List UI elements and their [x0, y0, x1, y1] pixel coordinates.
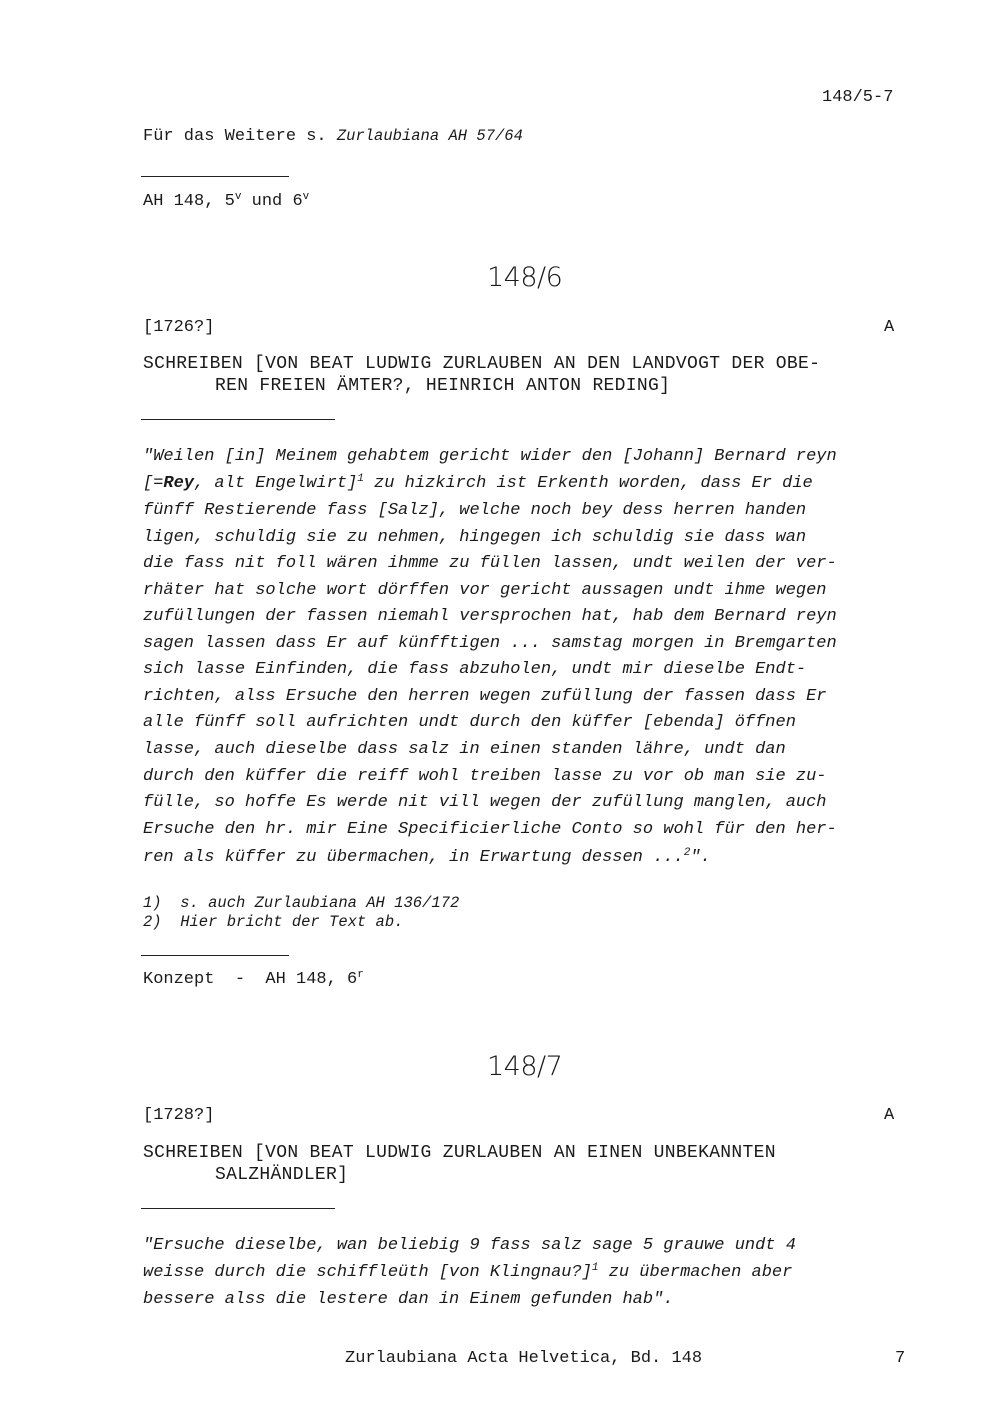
body-line: "Weilen [in] Meinem gehabtem gericht wider den [Johann] Bernard reyn [143, 447, 837, 466]
body-text: zu hizkirch ist Erkenth worden, dass Er die [363, 474, 813, 493]
source-sup: r [357, 969, 364, 981]
document-date: [1726?] [143, 318, 215, 337]
footnote: 1) s. auch Zurlaubiana AH 136/172 [143, 894, 460, 912]
document-title-line: SCHREIBEN [VON BEAT LUDWIG ZURLAUBEN AN EINEN UNBEKANNTEN [143, 1143, 776, 1163]
footnote-marker: 1 [591, 1262, 599, 1274]
page-reference: 148/5-7 [822, 88, 894, 107]
intro-line [143, 127, 523, 146]
source-sup: v [302, 191, 310, 203]
body-text: [= [143, 474, 164, 493]
body-line: fünff Restierende fass [Salz], welche noch bey dess herren handen [143, 501, 807, 520]
body-line: die fass nit foll wären ihmme zu füllen lassen, undt weilen der ver- [143, 554, 837, 573]
document-title-line: SCHREIBEN [VON BEAT LUDWIG ZURLAUBEN AN DEN LANDVOGT DER OBE- [143, 354, 821, 374]
body-text: ren als küffer zu übermachen, in Erwartung dessen ... [143, 848, 684, 867]
body-text: weisse durch die schiffleüth [von Klingnau?] [143, 1263, 592, 1282]
footnote-marker: 2 [683, 847, 691, 859]
source-line-6 [143, 970, 364, 989]
document-date: [1728?] [143, 1106, 215, 1125]
body-line: sich lasse Einfinden, die fass abzuholen, undt mir dieselbe Endt- [143, 660, 807, 679]
body-line: sagen lassen dass Er auf künfftigen ... samstag morgen in Bremgarten [143, 634, 837, 653]
body-line [143, 474, 813, 493]
page-number: 7 [895, 1349, 906, 1368]
footnote-marker: 1 [357, 473, 364, 485]
separator-rule [141, 955, 289, 956]
separator-rule [141, 176, 289, 177]
body-line: richten, alss Ersuche den herren wegen zufüllung der fassen dass Er [143, 687, 827, 706]
footer-title: Zurlaubiana Acta Helvetica, Bd. 148 [345, 1349, 703, 1368]
intro-prefix: Für das Weitere s. [143, 127, 337, 146]
body-text: zu übermachen aber [598, 1263, 793, 1282]
body-bold-name: Rey [163, 474, 195, 493]
body-line: fülle, so hoffe Es werde nit vill wegen der zufüllung manglen, auch [143, 793, 827, 812]
body-line: ligen, schuldig sie zu nehmen, hingegen ich schuldig sie dass wan [143, 528, 807, 547]
source-mid: und 6 [241, 192, 303, 211]
document-title-line: REN FREIEN ÄMTER?, HEINRICH ANTON REDING] [215, 376, 671, 396]
document-title-line: SALZHÄNDLER] [215, 1165, 349, 1185]
document-number-148-7: 148/7 [487, 1051, 563, 1082]
body-line [143, 1263, 792, 1282]
document-number-148-6: 148/6 [487, 262, 563, 293]
body-line: durch den küffer die reiff wohl treiben lasse zu vor ob man sie zu- [143, 767, 827, 786]
body-line: lasse, auch dieselbe dass salz in einen standen lähre, undt dan [143, 740, 786, 759]
source-line-5-6 [143, 192, 309, 211]
body-text: ". [690, 848, 711, 867]
separator-rule [141, 419, 335, 420]
body-line: "Ersuche dieselbe, wan beliebig 9 fass salz sage 5 grauwe undt 4 [143, 1236, 796, 1255]
body-line: zufüllungen der fassen niemahl versprochen hat, hab dem Bernard reyn [143, 607, 837, 626]
body-line: rhäter hat solche wort dörffen vor gericht aussagen undt ihme wegen [143, 581, 827, 600]
body-line: bessere alss die lestere dan in Einem gefunden hab". [143, 1290, 674, 1309]
body-line: alle fünff soll aufrichten undt durch den küffer [ebenda] öffnen [143, 713, 796, 732]
footnote: 2) Hier bricht der Text ab. [143, 913, 404, 931]
source-text: Konzept - AH 148, 6 [143, 970, 358, 989]
document-mark: A [884, 318, 895, 337]
body-text: , alt Engelwirt] [194, 474, 358, 493]
body-line: Ersuche den hr. mir Eine Specificierliche Conto so wohl für den her- [143, 820, 837, 839]
source-sup: v [234, 191, 242, 203]
document-mark: A [884, 1106, 895, 1125]
separator-rule [141, 1208, 335, 1209]
intro-reference: Zurlaubiana AH 57/64 [336, 127, 523, 145]
body-line [143, 848, 711, 867]
source-text: AH 148, 5 [143, 192, 235, 211]
